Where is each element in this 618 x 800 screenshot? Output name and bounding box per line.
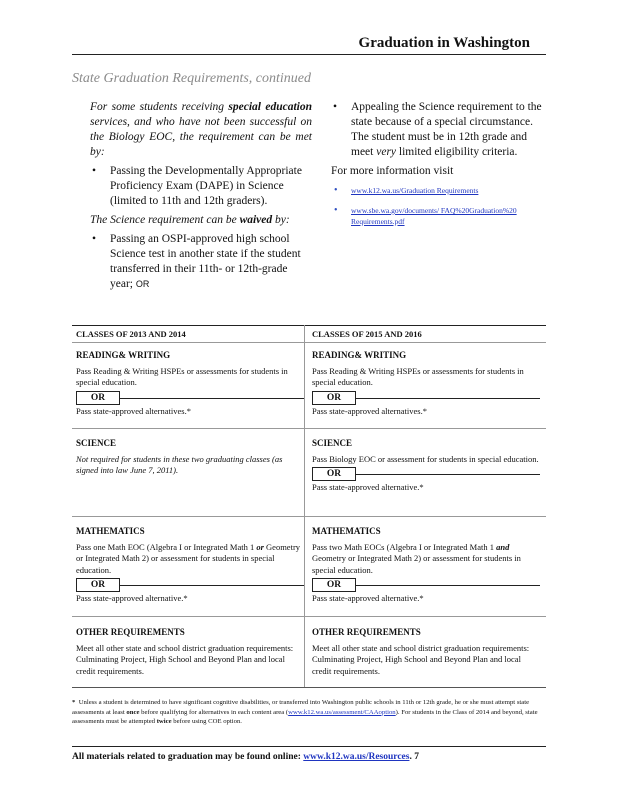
page-number: . 7 xyxy=(409,752,419,762)
math-title: MATHEMATICS xyxy=(312,526,381,536)
or-label: OR xyxy=(312,578,356,592)
reading-writing-title: READING& WRITING xyxy=(76,350,171,360)
science-title: SCIENCE xyxy=(76,438,117,448)
col-header-2013-2014: CLASSES OF 2013 AND 2014 xyxy=(76,329,186,339)
row-rule xyxy=(72,516,546,517)
other-2015: OTHER REQUIREMENTS Meet all other state and school district graduation requirements: Culminating Project, High School and Beyond Plan and local credit requirements. xyxy=(312,627,540,677)
other-2013: OTHER REQUIREMENTS Meet all other state and school district graduation requirements: Culminating Project, High School and Beyond Plan and local credit requirements. xyxy=(76,627,304,677)
footer-rule xyxy=(72,746,546,747)
or-label: OR xyxy=(312,391,356,405)
appeal-bullet: • Appealing the Science requirement to the state because of a special circumstance. The student must be in 12th grade and meet very limited eligibility criteria. xyxy=(351,100,543,160)
special-ed-intro: For some students receiving special education services, and who have not been successful on the Biology EOC, the requirement can be met by: xyxy=(90,101,313,158)
left-column xyxy=(90,100,312,296)
faq-graduation-link[interactable]: www.sbe.wa.gov/documents/ FAQ%20Graduation%20 Requirements.pdf xyxy=(351,206,517,226)
footer: All materials related to graduation may be found online: www.k12.wa.us/Resources. 7 xyxy=(72,752,419,762)
section-title: State Graduation Requirements, continued xyxy=(72,71,311,86)
col-header-2015-2016: CLASSES OF 2015 AND 2016 xyxy=(312,329,422,339)
reading-writing-2013: READING& WRITING Pass Reading & Writing HSPEs or assessments for students in special education. OR Pass state-approved alternatives.* xyxy=(76,350,304,417)
graduation-requirements-link[interactable]: www.k12.wa.us/Graduation Requirements xyxy=(351,186,479,195)
or-label: OR xyxy=(76,391,120,405)
page-header-title: Graduation in Washington xyxy=(358,35,530,51)
table-column-divider xyxy=(304,325,305,687)
math-2013: MATHEMATICS Pass one Math EOC (Algebra I or Integrated Math 1 or Geometry or Integrated Math 2) or assessment for students in special education. OR Pass state-approved alternative.* xyxy=(76,526,304,605)
science-title: SCIENCE xyxy=(312,438,353,448)
reading-writing-2015: READING& WRITING Pass Reading & Writing HSPEs or assessments for students in special education. OR Pass state-approved alternatives.* xyxy=(312,350,540,417)
waived-intro: The Science requirement can be waived by: xyxy=(90,214,290,226)
row-rule xyxy=(72,428,546,429)
right-column xyxy=(331,100,543,236)
footnote: * Unless a student is determined to have significant cognitive disabilities, or transferred into Washington public schools in 11th or 12th grade, he or she must attempt state assessments at least once before qualifying for alternatives in each content area (www.k12.wa.us/assessment/CAAoption). For students in the Class of 2014 and beyond, state assessments must be attempted twice before using COE option. xyxy=(72,699,538,725)
other-title: OTHER REQUIREMENTS xyxy=(312,627,421,637)
math-title: MATHEMATICS xyxy=(76,526,145,536)
header-row-rule xyxy=(72,342,546,343)
science-2015: SCIENCE Pass Biology EOC or assessment for students in special education. OR Pass state-approved alternative.* xyxy=(312,438,539,492)
table-top-rule xyxy=(72,325,546,326)
row-rule xyxy=(72,616,546,617)
transfer-bullet: • Passing an OSPI-approved high school Science test in another state if the student transferred in their 11th- or 12th-grade year; OR xyxy=(110,232,312,292)
table-bottom-rule xyxy=(72,687,546,688)
resources-link[interactable]: www.k12.wa.us/Resources xyxy=(303,752,410,762)
caa-option-link[interactable]: www.k12.wa.us/assessment/CAAoption xyxy=(288,708,396,716)
more-info-text: For more information visit xyxy=(331,165,454,177)
other-title: OTHER REQUIREMENTS xyxy=(76,627,185,637)
science-2013: SCIENCE Not required for students in these two graduating classes (as signed into law June 7, 2011). xyxy=(76,438,304,477)
math-2015: MATHEMATICS Pass two Math EOCs (Algebra I or Integrated Math 1 and Geometry or Integrated Math 2) or assessment for students in special education. OR Pass state-approved alternative.* xyxy=(312,526,540,605)
reading-writing-title: READING& WRITING xyxy=(312,350,407,360)
or-label: OR xyxy=(312,467,356,481)
header-rule xyxy=(72,54,546,55)
dape-bullet: • Passing the Developmentally Appropriate Proficiency Exam (DAPE) in Science (limited to 11th and 12th graders). xyxy=(110,164,312,209)
or-label: OR xyxy=(76,578,120,592)
